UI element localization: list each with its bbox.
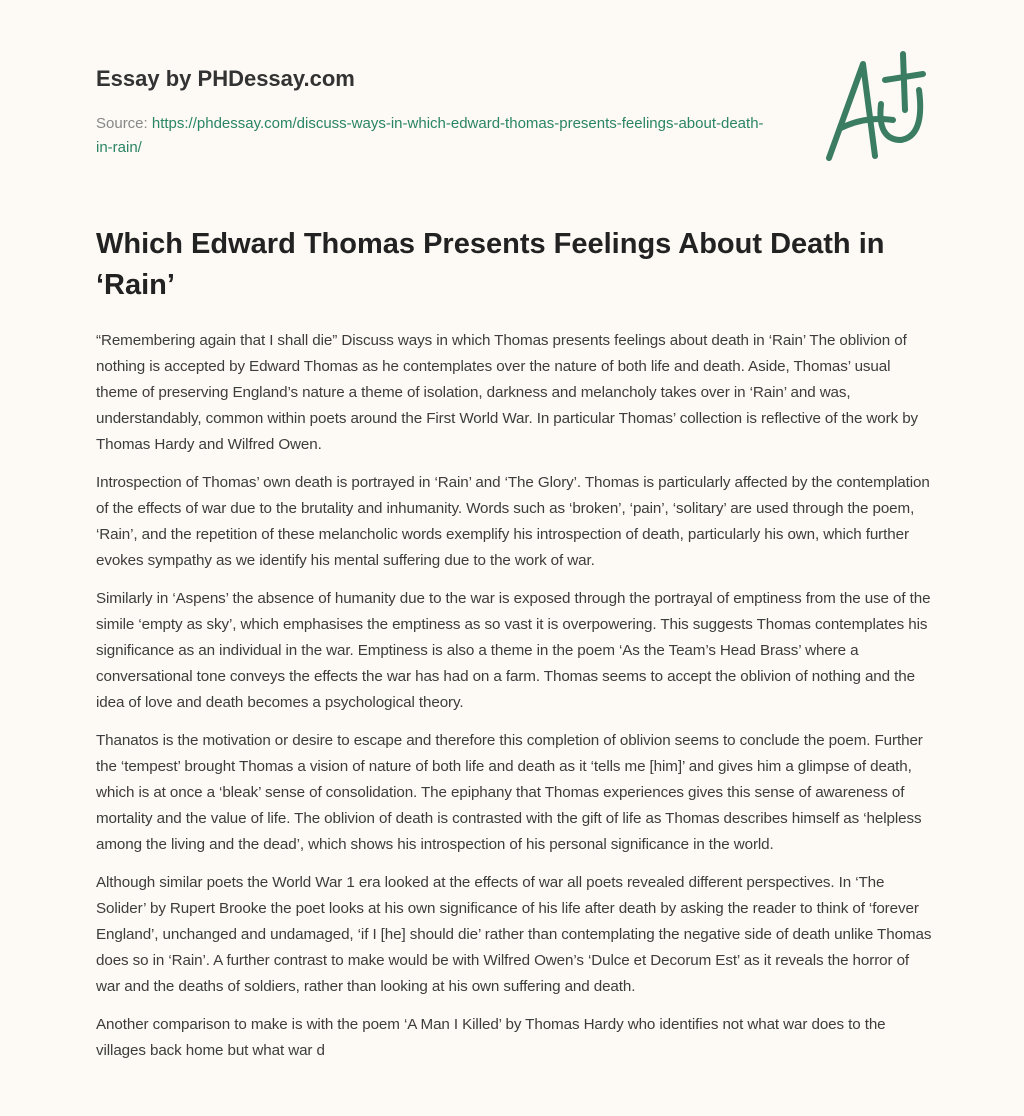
source-line: [96, 112, 776, 160]
paragraph: Introspection of Thomas’ own death is portrayed in ‘Rain’ and ‘The Glory’. Thomas is particularly affected by the contemplation of the effects of war due to the brutality and inhumanity. Words such as ‘broken’, ‘pain’, ‘solitary’ are used through the poem, ‘Rain’, and the repetition of these melancholic words exemplify his introspection of death, particularly his own, which further evokes sympathy as we identify his mental suffering due to the work of war.: [96, 474, 930, 569]
source-link[interactable]: https://phdessay.com/discuss-ways-in-which-edward-thomas-presents-feelings-about-death-in-rain/: [96, 115, 764, 156]
paragraph: Similarly in ‘Aspens’ the absence of humanity due to the war is exposed through the portrayal of emptiness from the use of the simile ‘empty as sky’, which emphasises the emptiness as so vast it is overpowering. This suggests Thomas contemplates his significance as an individual in the war. Emptiness is also a theme in the poem ‘As the Team’s Head Brass’ where a conversational tone conveys the effects the war has had on a farm. Thomas seems to accept the oblivion of nothing and the idea of love and death becomes a psychological theory.: [96, 590, 931, 711]
article-title: Which Edward Thomas Presents Feelings About Death in ‘Rain’: [96, 228, 885, 301]
paragraph: “Remembering again that I shall die” Discuss ways in which Thomas presents feelings about death in ‘Rain’ The oblivion of nothing is accepted by Edward Thomas as he contemplates over the nature of both life and death. Aside, Thomas’ usual theme of preserving England’s nature a theme of isolation, darkness and melancholy takes over in ‘Rain’ and was, understandably, common within poets around the First World War. In particular Thomas’ collection is reflective of the work by Thomas Hardy and Wilfred Owen.: [96, 332, 919, 453]
site-title: Essay by PHDessay.com: [96, 66, 355, 91]
a-plus-logo-icon: [815, 40, 935, 170]
article-body: [96, 328, 932, 1076]
paragraph: Another comparison to make is with the poem ‘A Man I Killed’ by Thomas Hardy who identifies not what war does to the villages back home but what war d: [96, 1016, 886, 1059]
source-label: Source:: [96, 115, 148, 132]
paragraph: Although similar poets the World War 1 era looked at the effects of war all poets revealed different perspectives. In ‘The Solider’ by Rupert Brooke the poet looks at his own significance of his life after death by asking the reader to think of ‘forever England’, unchanged and undamaged, ‘if I [he] should die’ rather than contemplating the negative side of death unlike Thomas does so in ‘Rain’. A further contrast to make would be with Wilfred Owen’s ‘Dulce et Decorum Est’ as it reveals the horror of war and the deaths of soldiers, rather than looking at his own suffering and death.: [96, 874, 932, 995]
paragraph: Thanatos is the motivation or desire to escape and therefore this completion of oblivion seems to conclude the poem. Further the ‘tempest’ brought Thomas a vision of nature of both life and death as it ‘tells me [him]’ and gives him a glimpse of death, which is at once a ‘bleak’ sense of consolidation. The epiphany that Thomas experiences gives this sense of awareness of mortality and the value of life. The oblivion of death is contrasted with the gift of life as Thomas describes himself as ‘helpless among the living and the dead’, which shows his introspection of his personal significance in the world.: [96, 732, 923, 853]
